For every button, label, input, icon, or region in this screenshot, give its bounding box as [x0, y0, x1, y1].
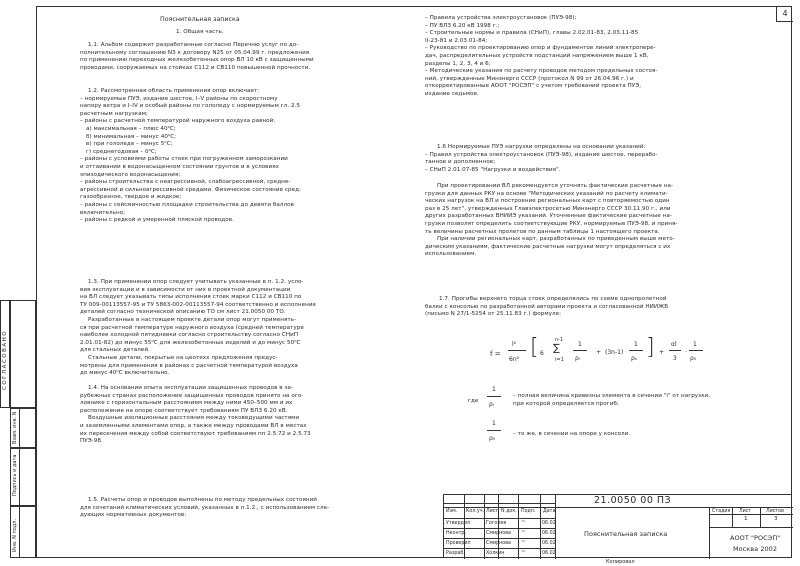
signature-3: ~	[521, 549, 526, 555]
p1-3-line: мотрены для применения в районах с расчетной температурой воздуха	[80, 362, 298, 369]
p-vl-line: использованием.	[425, 251, 477, 258]
p-vl-line: При проектировании ВЛ рекомендуется уточнять фактические расчетные на-	[437, 183, 674, 189]
p1-7-line: балки с консолью по разработанной авторами проекта и согласованной НИИЖБ	[425, 303, 669, 310]
stamp-head-ndok: N док.	[501, 509, 517, 514]
p1-2-line: – районы с сейсмичностью площадки строительства до девяти баллов	[80, 202, 294, 208]
where-label: где	[468, 398, 479, 404]
stamp-head-kolich: Кол.уч.	[466, 509, 485, 514]
stamp-name-2: Смирнова	[486, 541, 511, 546]
p1-2-line: а) максимальная – плюс 40⁰C;	[86, 126, 176, 132]
p-vl-line: раз в 25 лет", утвержденных Главэлектросетью Минэнерго СССР 30.11.90 г., или	[425, 205, 671, 212]
p-vl-line: дическим указаниям, фактические расчетные нагрузки могут определяться с их	[425, 243, 671, 250]
side-podpis-data: Подпись и дата	[12, 454, 18, 496]
p1-3-line: до минус 40⁰C включительно.	[80, 370, 170, 377]
refs-line: II-23-81 и 2.03.01-84;	[425, 37, 488, 44]
stamp-sheets-header: Листов	[766, 509, 784, 514]
sheets-total: 3	[774, 516, 778, 522]
signature-1: ~	[521, 529, 526, 535]
stamp-head-izm: Изм.	[446, 509, 458, 514]
refs-line: – Руководство по проектированию опор и фундаментов линий электропере-	[425, 45, 656, 52]
p1-7-line: (письмо N 27/1-5254 от 25.11.83 г.) формуле:	[425, 311, 562, 318]
p1-2-line: – районы с редкой и умеренной пляской проводов.	[80, 217, 234, 224]
p1-1-line: 1.1. Альбом содержит разработанные согласно Перечню услуг по до-	[88, 42, 299, 48]
side-vzam-inv: Взам. инв. N	[12, 411, 18, 444]
stamp-head-data: Дата	[543, 509, 556, 514]
stamp-date-3: 06.02	[542, 551, 556, 556]
refs-line: – Методические указания по расчету проводов методом предельных состоя-	[425, 68, 658, 75]
stamp-name-3: Холкин	[486, 551, 505, 556]
p1-3-line: ся при расчетной температуре наружного воздуха (средней температуре	[80, 324, 304, 331]
p1-4-line: Воздушные изоляционные расстояния между токоведущими частями	[88, 415, 300, 422]
signature-0: ~	[521, 519, 526, 525]
where-rho-i: ρᵢ	[489, 401, 494, 408]
p1-4-line: 1.4. На основании опыта эксплуатации защищенных проводов в за-	[88, 385, 294, 391]
p1-3-line: на ВЛ следует указывать типы исполнения стоек марки С112 и СВ110 по	[80, 294, 302, 301]
kopiroval-label: Копировал	[606, 559, 635, 565]
p1-2-line: г) среднегодовая – 0⁰C;	[86, 148, 157, 155]
p1-3-line: Разработанные в настоящем проекте детали опор могут применять-	[88, 317, 297, 323]
p1-2-line: эпизодического водонасыщения;	[80, 171, 181, 178]
city-year: Москва 2002	[733, 545, 778, 553]
refs-line: – Строительные нормы и правила (СНиП), главы 2.02.01-83, 2.03.11-85	[425, 30, 639, 37]
p1-3-line: Стальные детали, покрытые на цеотехх предложения предус-	[88, 355, 278, 361]
p1-2-line: и оттаивании в водонасыщенном состоянии грунтов и в условиях	[80, 164, 279, 170]
page-number: 4	[776, 7, 793, 22]
p1-3-line: для стальных деталей.	[80, 347, 150, 354]
where-rho-0: ρ₀	[489, 435, 496, 442]
stamp-role-0: Утвердил	[446, 521, 471, 526]
p-vl-line: грузки позволят определить соответствующие РКУ, нормируемые ПУЭ-98, и приня-	[425, 221, 678, 227]
p1-4-line: ловнике с горизонтальным расстоянием между ними 450–500 мм и их	[80, 400, 293, 407]
refs-line: – ПУ ВЛЗ 6.20 кВ 1998 г.;	[425, 22, 500, 29]
p1-2-line: – районы с расчетной температурой наружного воздуха равной:	[80, 118, 276, 125]
p1-1-line: по применению переходных железобетонных опор ВЛ 10 кВ с защищенными	[80, 57, 314, 64]
sheet-number: 1	[744, 516, 748, 522]
refs-line: дач, распределительных устройств подстанций напряжением выше 1 кВ,	[425, 53, 649, 59]
p-vl-line: ть величины расчетных пролетов по данным таблицы 1 настоящего проекта.	[425, 228, 660, 235]
p1-6-line: танное и дополненное;	[425, 159, 496, 166]
side-soglasovano: СОГЛАСОВАНО	[2, 329, 8, 390]
p1-3-line: 2.01.01-82) до минус 55⁰C для железобетонных изделий и до минус 50⁰C	[80, 339, 301, 346]
p1-2-line: – нормируемые ПУЭ, издание шестое, I–V районы по скоростному	[80, 95, 278, 102]
side-inv-podl: Инв. N подл.	[12, 518, 18, 552]
p1-2-line: 1.2. Рассмотренная область применения опор включает:	[88, 88, 260, 94]
p1-5-line: для сочетаний климатических условий, указанных в п.1.2., с использованием сле-	[80, 504, 330, 511]
p-vl-line: ческих нагрузок на ВЛ и построение региональных карт с повторяемостью один	[425, 198, 670, 205]
where-one-1: 1	[492, 386, 496, 393]
organization: АООТ "РОСЭП"	[730, 534, 781, 542]
stamp-role-2: Проверил	[446, 541, 471, 546]
p-vl-line: грузки для данных РКУ на основе "Методических указаний по расчету климати-	[425, 190, 668, 197]
stamp-stage-header: Стадия	[712, 509, 731, 514]
document-title: Пояснительная записка	[584, 530, 668, 538]
p1-4-line: расположение на опоре соответствует требованиям ПУ ВЛЗ 6.20 кВ.	[80, 407, 288, 414]
p1-6-line: 1.6 Нормируемые ПУЭ нагрузки определены на основании указаний:	[437, 144, 646, 150]
stamp-date-2: 06.02	[542, 541, 556, 546]
p1-3-line: 1.3. При применении опор следует учитывать указанные в п. 1.2. усло-	[88, 279, 304, 285]
p1-2-line: включительно;	[80, 209, 126, 216]
where-i-line: – полная величина кривизны элемента в сечении "i" от нагрузки,	[513, 393, 711, 399]
p1-5-line: 1.5. Расчеты опор и проводов выполнены по методу предельных состояний	[88, 497, 317, 503]
p1-3-line: вия эксплуатации и в зависимости от них в проектной документации	[80, 286, 291, 293]
p1-2-line: б) минимальная – минус 40⁰C;	[86, 133, 177, 140]
p1-1-line: проводами, сооружаемых на стойках С112 и СВ110 повышенной прочности.	[80, 64, 311, 71]
refs-line: откорректированные АООТ "РОСЭП" с учетом требований проекта ПУЭ,	[425, 83, 642, 90]
stamp-name-0: Гоголев	[486, 521, 507, 526]
page-title: Пояснительная записка	[160, 16, 240, 23]
refs-line: – Правила устройства электроустановок (ПУЭ-98);	[425, 15, 577, 21]
p1-2-line: расчетным нагрузкам;	[80, 110, 148, 117]
p1-4-line: и заземленными элементами опор, а также между проводами ВЛ в местах	[80, 423, 307, 429]
signature-2: ~	[521, 539, 526, 545]
p-vl-line: других разработанных ВНИИЭ указаний. Уточненные фактические расчетные на-	[425, 213, 672, 220]
drawing-sheet: 4 Пояснительная записка 1. Общая часть. 1.1. Альбом содержит разработанные согласно Перечню услуг по до- полнительному соглашению N3 к договору N25 от 05.04.99 г. предложения по применению переходных железобетонных опор ВЛ 10 кВ с защищенными проводами, сооружаемых на стойках С112 и СВ110 повышенной прочности. 1.2. Рассмотренная область применения опор включает: – нормируемые ПУЭ, издание шестое, I–V районы по скоростному напору ветра и I–IV и особый районы по гололеду с нормируемым гл. 2.5 расчетным нагрузкам; – районы с расчетной температурой наружного воздуха равной: а) максимальная – плюс 40⁰C; б) минимальная – минус 40⁰C; в) при гололеде – минус 5⁰C; г) среднегодовая – 0⁰C; – районы с условиями работы стоек при погруженном заморозкании и оттаивании в водонасыщенном состоянии грунтов и в условиях эпизодического водонасыщения; – районы строительства с неагрессивной, слабоагрессивной, средне- агрессивной и сильноагрессивной средами. Физическое состояние сред: газообразное, твердое и жидкое; – районы с сейсмичностью площадки строительства до девяти баллов включительно; – районы с редкой и умеренной пляской проводов. 1.3. При применении опор следует учитывать указанные в п. 1.2. усло- вия эксплуатации и в зависимости от них в проектной документации на ВЛ следует указывать типы исполнения стоек марки С112 и СВ110 по ТУ 009-00113557-95 и ТУ 5863-002-00113557-94 соответственно и исполнение деталей согласно технической описанию ТО см лист 21.0050 00 ТО. Разработанные в настоящем проекте детали опор могут применять- ся при расчетной температуре наружного воздуха (средней температуре наиболее холодной пятидневки согласно строительству согласно СНиП 2.01.01-82) до минус 55⁰C для железобетонных изделий и до минус 50⁰C для стальных деталей. Стальные детали, покрытые на цеотехх предложения предус- мотрены для применения в районах с расчетной температурой воздуха до минус 40⁰C включительно. 1.4. На основании опыта эксплуатации защищенных проводов в за- рубежных странах расположение защищенных проводов принято на ого- ловнике с горизонтальным расстоянием между ними 450–500 мм и их расположение на опоре соответствует требованиям ПУ ВЛЗ 6.20 кВ. Воздушные изоляционные расстояния между токоведущими частями и заземленными элементами опор, а также между проводами ВЛ в местах их пересечения между собой соответствуют требованиям пп 2.5.72 и 2.5.73 ПУЭ-98. 1.5. Расчеты опор и проводов выполнены по методу предельных состояний для сочетаний климатических условий, указанных в п.1.2., с использованием сле- дующих нормативных документов: – Правила устройства электроустановок (ПУЭ-98); – ПУ ВЛЗ 6.20 кВ 1998 г.; – Строительные нормы и правила (СНиП), главы 2.02.01-83, 2.03.11-85 II-23-81 и 2.03.01-84; – Руководство по проектированию опор и фундаментов линий электропере- дач, распределительных устройств подстанций напряжением выше 1 кВ, разделы 1, 2, 3, 4 и 6; – Методические указания по расчету проводов методом предельных состоя- ний, утвержденные Минэнерго СССР (протокол N 99 от 26.04.96 г.) и откорректированные АООТ "РОСЭП" с учетом требований проекта ПУЭ, издание седьмое. 1.6 Нормируемые ПУЭ нагрузки определены на основании указаний: – Правил устройства электроустановок (ПУЭ-98), издание шестое, перерабо- танное и дополненное; – СНиП 2.01.07-85 "Нагрузки и воздействия". При проектировании ВЛ рекомендуется уточнять фактические расчетные на- грузки для данных РКУ на основе "Методических указаний по расчету климати- ческих нагрузок на ВЛ и построение региональных карт с повторяемостью один раз в 25 лет", утвержденных Главэлектросетью Минэнерго СССР 30.11.90 г., или других разработанных ВНИИЭ указаний. Уточненные фактические расчетные на- грузки позволят определить соответствующие РКУ, нормируемые ПУЭ-98, и приня- ть величины расчетных пролетов по данным таблицы 1 настоящего проекта. При наличии региональных карт, разработанных по приведенным выше мето- дическим указаниям, фактические расчетные нагрузки могут определяться с их использованием. 1.7. Прогибы верхнего торца стоек определялись по схеме однопролетной балки с консолью по разработанной авторами проекта и согласованной НИИЖБ (письмо N 27/1-5254 от 25.11.83 г.) формуле: f = l² 6n² [ 6 n-1 ∑ i=1 1 ρᵢ + (3n-1) 1 ρₙ ] + αl 3 · 1 ρ₀ где 1 ρᵢ – полная величина кривизны элемента в сечении "i" от нагрузки, при которой определяется прогиб; 1 ρ₀ – то же, в сечении на опоре у консоли. СОГЛАСОВАНО Взам. инв. N Подпись и дата Инв. N подл. Изм. Кол.уч. Лист N док. Подп. Дата Утвердил Гоголев 06.02 Нконтр. Смирнова 06.02 Проверил Смирнова 06.02 Разраб. Холкин 06.02 ~ ~ ~ ~ 21.0050 00 ПЗ Пояснительная записка Стадия Лист Листов 1 3 АООТ "РОСЭП" Москва 2002 Копировал	[0, 0, 800, 566]
p1-7-line: 1.7. Прогибы верхнего торца стоек определялись по схеме однопролетной	[439, 296, 667, 302]
p1-2-line: – районы строительства с неагрессивной, слабоагрессивной, средне-	[80, 179, 291, 186]
where-i-line: при которой определяется прогиб;	[513, 400, 619, 407]
side-approval-strip	[0, 300, 36, 558]
title-block	[443, 494, 792, 558]
stamp-date-1: 06.02	[542, 531, 556, 536]
p1-1-line: полнительному соглашению N3 к договору N25 от 05.04.99 г. предложения	[80, 49, 310, 56]
p1-2-line: напору ветра и I–IV и особый районы по гололеду с нормируемым гл. 2.5	[80, 103, 301, 110]
stamp-role-3: Разраб.	[446, 551, 465, 556]
p1-6-line: – СНиП 2.01.07-85 "Нагрузки и воздействия".	[425, 166, 561, 173]
p1-6-line: – Правил устройства электроустановок (ПУЭ-98), издание шестое, перерабо-	[425, 151, 658, 158]
stamp-sheet-header: Лист	[739, 509, 752, 514]
stamp-name-1: Смирнова	[486, 531, 511, 536]
refs-line: издание седьмое.	[425, 91, 479, 97]
where-rho-0-text: – то же, в сечении на опоре у консоли.	[513, 431, 631, 437]
document-code: 21.0050 00 ПЗ	[594, 495, 672, 506]
p1-3-line: ТУ 009-00113557-95 и ТУ 5863-002-00113557-94 соответственно и исполнение	[80, 301, 317, 308]
p1-4-line: ПУЭ-98.	[80, 438, 103, 445]
refs-line: разделы 1, 2, 3, 4 и 6;	[425, 60, 491, 67]
stamp-head-list: Лист	[486, 509, 499, 514]
p1-2-line: в) при гололеде – минус 5⁰C;	[86, 141, 173, 148]
p1-4-line: их пересечения между собой соответствуют требованиям пп 2.5.72 и 2.5.73	[80, 430, 311, 437]
p1-2-line: – районы с условиями работы стоек при погруженном заморозкании	[80, 156, 288, 163]
section-heading: 1. Общая часть.	[176, 29, 224, 35]
stamp-role-1: Нконтр.	[446, 531, 466, 536]
where-one-2: 1	[492, 420, 496, 427]
p1-3-line: деталей согласно технической описанию ТО см лист 21.0050 00 ТО.	[80, 309, 286, 316]
p1-2-line: газообразное, твердое и жидкое;	[80, 194, 182, 201]
p-vl-line: При наличии региональных карт, разработанных по приведенным выше мето-	[437, 236, 675, 243]
p1-5-line: дующих нормативных документов:	[80, 512, 187, 519]
p1-3-line: наиболее холодной пятидневки согласно строительству согласно СНиП	[80, 332, 299, 339]
stamp-date-0: 06.02	[542, 521, 556, 526]
p1-2-line: агрессивной и сильноагрессивной средами. Физическое состояние сред:	[80, 186, 301, 193]
p1-4-line: рубежных странах расположение защищенных проводов принято на ого-	[80, 392, 304, 399]
refs-line: ний, утвержденные Минэнерго СССР (протокол N 99 от 26.04.96 г.) и	[425, 75, 634, 82]
stamp-head-podp: Подп.	[521, 509, 536, 514]
